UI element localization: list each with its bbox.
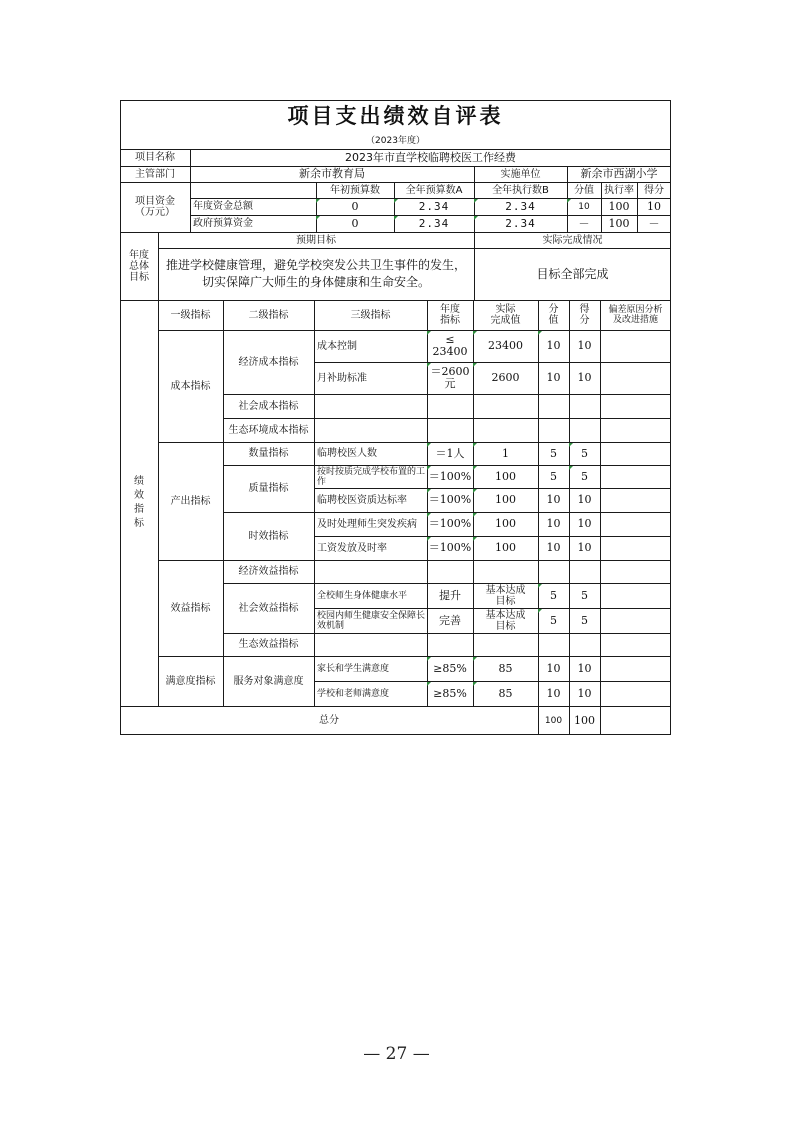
funds-row-total-got: 10 [647, 199, 661, 213]
project-name-label: 项目名称 [135, 152, 175, 163]
goals-label: 年度 总体 目标 [129, 249, 149, 283]
project-name: 2023年市直学校临聘校医工作经费 [345, 150, 516, 164]
l2-timeliness: 时效指标 [248, 530, 289, 542]
impl-unit-label: 实施单位 [500, 168, 541, 180]
row-teacher-satisfaction-actual: 85 [498, 686, 513, 700]
funds-row-gov-exec: 2.34 [505, 216, 536, 230]
funds-row-gov-score: － [578, 216, 590, 230]
row-task-completion-target: ＝100% [428, 469, 472, 483]
year-note: （2023年度） [366, 135, 425, 146]
row-monthly-subsidy: 月补助标准 [317, 372, 367, 384]
row-health-level-actual: 基本达成 目标 [485, 584, 526, 607]
funds-row-gov-budget: 2.34 [418, 216, 450, 230]
col-annual-exec: 全年执行数B [492, 184, 549, 196]
row-emergency-handling: 及时处理师生突发疾病 [317, 518, 417, 530]
l1-output: 产出指标 [170, 495, 211, 507]
funds-row-total-score: 10 [578, 201, 590, 212]
row-doctor-count-target: ＝1人 [435, 446, 465, 460]
row-monthly-subsidy-actual: 2600 [491, 371, 520, 384]
row-emergency-handling-actual: 100 [495, 517, 516, 530]
row-task-completion: 按时按质完成学校布置的工作 [317, 466, 426, 487]
funds-row-total-name: 年度资金总额 [193, 201, 253, 212]
row-health-level: 全校师生身体健康水平 [317, 590, 408, 601]
row-wage-timeliness: 工资发放及时率 [317, 542, 387, 554]
row-parent-satisfaction-target: ≥85% [433, 661, 467, 675]
row-teacher-satisfaction-target: ≥85% [433, 686, 467, 700]
dept: 新余市教育局 [299, 167, 365, 180]
funds-label: 项目资金 （万元） [135, 196, 175, 218]
col-indicator-got: 得 分 [579, 304, 590, 326]
col-got-score: 得分 [644, 184, 664, 196]
impl-unit: 新余市西湖小学 [580, 167, 658, 180]
col-level1: 一级指标 [170, 309, 211, 321]
page-title: 项目支出绩效自评表 [287, 104, 504, 128]
col-deviation-reason: 偏差原因分析 及改进措施 [608, 305, 663, 325]
dept-label: 主管部门 [135, 168, 175, 180]
row-health-level-got: 5 [581, 588, 588, 602]
row-teacher-satisfaction-got: 10 [577, 686, 592, 700]
l1-cost: 成本指标 [170, 380, 211, 392]
l2-economic-benefit: 经济效益指标 [238, 566, 299, 577]
row-task-completion-score: 5 [550, 469, 557, 483]
row-cost-control-got: 10 [577, 339, 592, 352]
col-indicator-score: 分 值 [548, 304, 559, 326]
row-doctor-count: 临聘校医人数 [317, 448, 377, 459]
row-cost-control-target: ≤ 23400 [432, 333, 468, 358]
row-safety-mechanism-got: 5 [581, 613, 588, 627]
expected-goal-text: 推进学校健康管理，避免学校突发公共卫生事件的发生， 切实保障广大师生的身体健康和生命安全。 [165, 258, 466, 289]
row-safety-mechanism-score: 5 [550, 613, 557, 627]
funds-row-total-exec: 2.34 [505, 199, 536, 213]
row-doctor-count-score: 5 [550, 446, 557, 460]
l1-satisfaction: 满意度指标 [165, 675, 216, 687]
total-got: 100 [574, 713, 595, 727]
col-level3: 三级指标 [350, 309, 391, 321]
row-parent-satisfaction-actual: 85 [498, 661, 513, 675]
row-cost-control: 成本控制 [317, 340, 357, 352]
row-doctor-count-actual: 1 [502, 446, 509, 460]
row-parent-satisfaction-got: 10 [577, 661, 592, 675]
row-qualification-rate-score: 10 [546, 493, 561, 506]
funds-row-total-initial: 0 [351, 199, 359, 213]
row-doctor-count-got: 5 [581, 446, 588, 460]
col-score: 分值 [574, 184, 594, 196]
funds-row-total-rate: 100 [608, 199, 630, 213]
row-safety-mechanism-actual: 基本达成 目标 [485, 609, 526, 632]
l1-benefit: 效益指标 [170, 602, 211, 614]
total-score: 100 [544, 715, 563, 726]
actual-result-text: 目标全部完成 [536, 267, 609, 281]
col-actual-value: 实际 完成值 [490, 304, 521, 326]
indicators-section-label: 绩 效 指 标 [134, 476, 144, 529]
funds-row-total-budget: 2.34 [418, 199, 450, 213]
row-safety-mechanism-target: 完善 [439, 613, 461, 627]
row-emergency-handling-target: ＝100% [428, 517, 472, 530]
row-teacher-satisfaction: 学校和老师满意度 [317, 688, 390, 699]
row-safety-mechanism: 校园内师生健康安全保障长效机制 [317, 610, 426, 631]
expected-goal-header: 预期目标 [296, 234, 336, 246]
l2-social-benefit: 社会效益指标 [238, 602, 299, 614]
page-number: — 27 — [363, 1044, 430, 1064]
row-wage-timeliness-target: ＝100% [428, 541, 472, 554]
row-qualification-rate-got: 10 [577, 493, 592, 506]
row-cost-control-score: 10 [546, 339, 561, 352]
row-emergency-handling-score: 10 [546, 517, 561, 530]
col-exec-rate: 执行率 [604, 184, 634, 196]
col-annual-budget: 全年预算数A [405, 184, 463, 196]
row-wage-timeliness-actual: 100 [495, 541, 516, 554]
funds-row-gov-rate: 100 [608, 216, 630, 230]
l2-eco-benefit: 生态效益指标 [238, 639, 299, 650]
row-health-level-target: 提升 [439, 588, 461, 602]
total-label: 总分 [319, 715, 339, 726]
l2-economic-cost: 经济成本指标 [238, 356, 299, 368]
col-initial-budget: 年初预算数 [330, 184, 380, 196]
row-qualification-rate: 临聘校医资质达标率 [317, 494, 407, 506]
l2-quantity: 数量指标 [248, 448, 289, 459]
funds-row-gov-got: － [648, 216, 660, 230]
row-cost-control-actual: 23400 [488, 339, 523, 352]
row-task-completion-actual: 100 [495, 469, 516, 483]
row-wage-timeliness-score: 10 [546, 541, 561, 554]
row-monthly-subsidy-target: ＝2600 元 [430, 365, 470, 390]
row-task-completion-got: 5 [581, 469, 588, 483]
funds-row-gov-initial: 0 [351, 216, 359, 230]
row-parent-satisfaction: 家长和学生满意度 [317, 663, 390, 674]
funds-row-gov-name: 政府预算资金 [193, 218, 253, 229]
l2-social-cost: 社会成本指标 [238, 400, 299, 412]
actual-result-header: 实际完成情况 [542, 234, 603, 246]
row-monthly-subsidy-got: 10 [577, 371, 592, 384]
row-health-level-score: 5 [550, 588, 557, 602]
row-qualification-rate-target: ＝100% [428, 493, 472, 506]
row-teacher-satisfaction-score: 10 [546, 686, 561, 700]
col-level2: 二级指标 [248, 309, 289, 321]
row-parent-satisfaction-score: 10 [546, 661, 561, 675]
col-annual-target: 年度 指标 [440, 304, 460, 326]
row-wage-timeliness-got: 10 [577, 541, 592, 554]
row-qualification-rate-actual: 100 [495, 493, 516, 506]
l2-quality: 质量指标 [248, 483, 289, 494]
l2-eco-cost: 生态环境成本指标 [228, 424, 309, 436]
l2-service-satisfaction: 服务对象满意度 [233, 675, 304, 687]
row-emergency-handling-got: 10 [577, 517, 592, 530]
self-evaluation-table [120, 100, 671, 735]
row-monthly-subsidy-score: 10 [546, 371, 561, 384]
